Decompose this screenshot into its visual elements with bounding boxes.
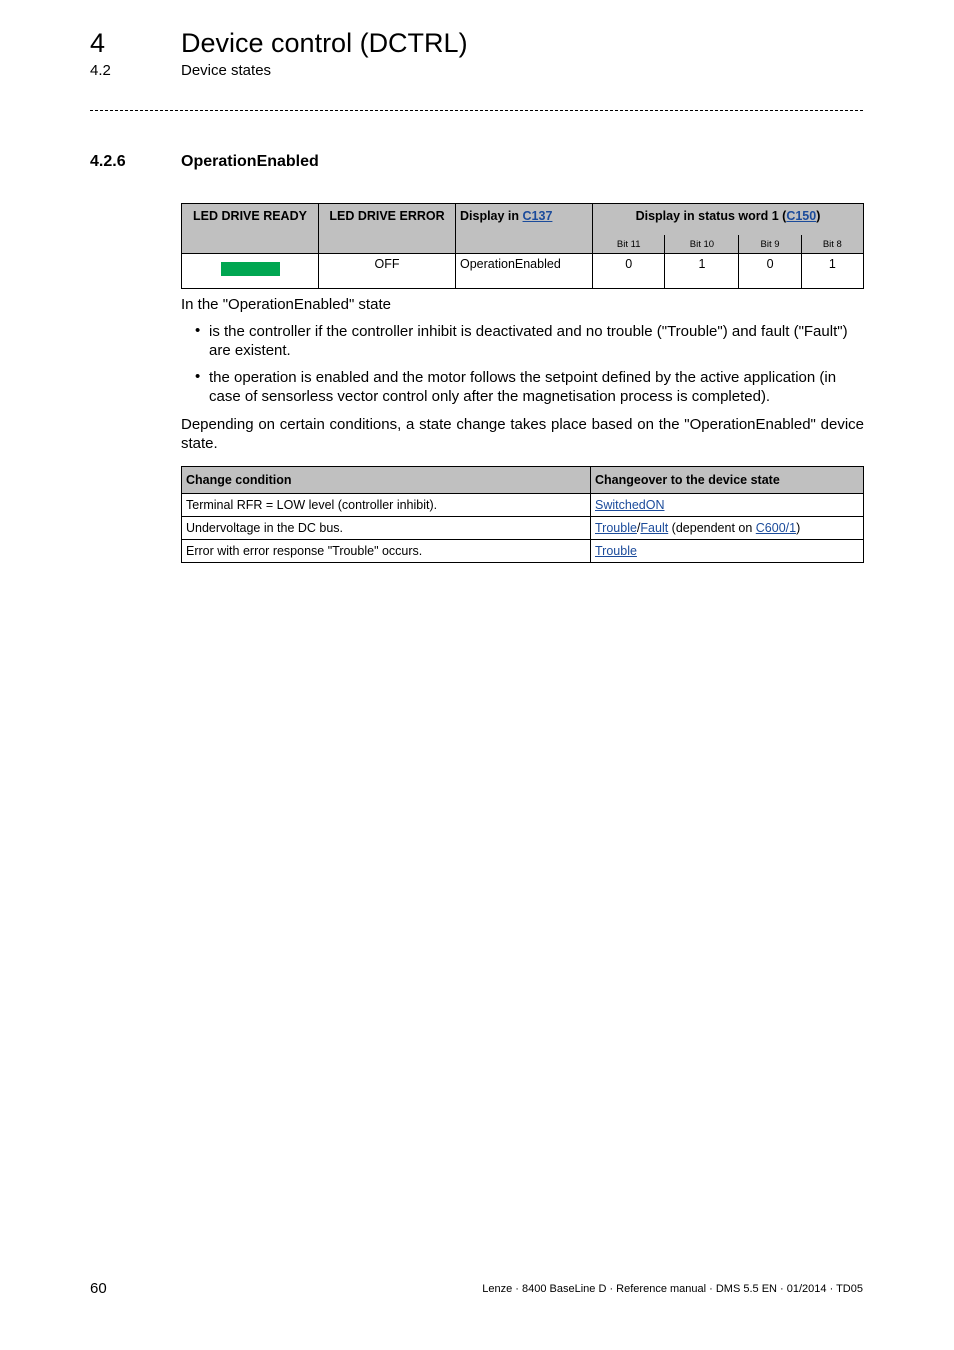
table-row: [182, 540, 864, 563]
bullet-marker: •: [195, 368, 201, 385]
body-paragraph: Depending on certain conditions, a state change takes place based on the "OperationEnabled" device state.: [181, 416, 864, 452]
section-title: Device states: [181, 62, 272, 79]
table-row: [182, 494, 864, 517]
condition-cell: Error with error response "Trouble" occurs.: [182, 540, 591, 563]
subsection-number: 4.2.6: [90, 153, 126, 170]
target-cell: [591, 540, 864, 563]
header-led-drive-error: LED DRIVE ERROR: [319, 204, 456, 254]
header-status-word: [593, 204, 864, 236]
page-number: 60: [90, 1280, 107, 1297]
header-changeover: Changeover to the device state: [591, 467, 864, 494]
footer-doc-info: Lenze · 8400 BaseLine D · Reference manual · DMS 5.5 EN · 01/2014 · TD05: [482, 1283, 863, 1295]
dependency-end: ): [796, 521, 801, 535]
header-display-prefix: Display in: [460, 209, 523, 223]
link-fault[interactable]: Fault: [640, 521, 669, 535]
header-divider: [90, 110, 863, 111]
link-trouble[interactable]: Trouble: [595, 544, 637, 558]
state-table: [181, 203, 864, 289]
header-status-suffix: ): [816, 209, 821, 223]
table-row: [182, 254, 864, 289]
condition-cell: Terminal RFR = LOW level (controller inhibit).: [182, 494, 591, 517]
link-separator: /: [636, 521, 641, 535]
change-table: [181, 466, 864, 563]
header-bit-9: Bit 9: [739, 235, 801, 254]
chapter-title: Device control (DCTRL): [181, 28, 468, 58]
header-led-drive-ready: LED DRIVE READY: [182, 204, 319, 254]
table-row: [182, 517, 864, 540]
bit-10-value: 1: [665, 254, 739, 289]
bullet-item: is the controller if the controller inhibit is deactivated and no trouble ("Trouble") and fault ("Fault") are existent.: [209, 323, 848, 359]
led-green-indicator: [221, 262, 280, 276]
led-error-cell: OFF: [319, 254, 456, 289]
bit-11-value: 0: [593, 254, 665, 289]
link-c137[interactable]: C137: [522, 209, 553, 223]
subsection-title: OperationEnabled: [181, 153, 319, 170]
bullet-marker: •: [195, 322, 201, 339]
bullet-item: the operation is enabled and the motor follows the setpoint defined by the active application (in case of sensorless vector control only after the magnetisation process is completed).: [209, 369, 837, 405]
link-c600-1[interactable]: C600/1: [755, 521, 797, 535]
section-number: 4.2: [90, 62, 111, 79]
header-bit-10: Bit 10: [665, 235, 739, 254]
header-bit-8: Bit 8: [801, 235, 863, 254]
condition-cell: Undervoltage in the DC bus.: [182, 517, 591, 540]
link-trouble[interactable]: Trouble: [595, 521, 637, 535]
target-cell: [591, 517, 864, 540]
header-change-condition: Change condition: [182, 467, 591, 494]
bit-8-value: 1: [801, 254, 863, 289]
bit-9-value: 0: [739, 254, 801, 289]
header-display-in: [456, 204, 593, 254]
header-bit-11: Bit 11: [593, 235, 665, 254]
led-ready-cell: [182, 254, 319, 289]
target-cell: [591, 494, 864, 517]
link-c150[interactable]: C150: [786, 209, 817, 223]
display-cell: OperationEnabled: [456, 254, 593, 289]
dependency-text: (dependent on: [668, 521, 756, 535]
intro-text: In the "OperationEnabled" state: [181, 296, 391, 313]
chapter-number: 4: [90, 28, 106, 58]
link-switchedon[interactable]: SwitchedON: [595, 498, 665, 512]
header-status-prefix: Display in status word 1 (: [635, 209, 787, 223]
